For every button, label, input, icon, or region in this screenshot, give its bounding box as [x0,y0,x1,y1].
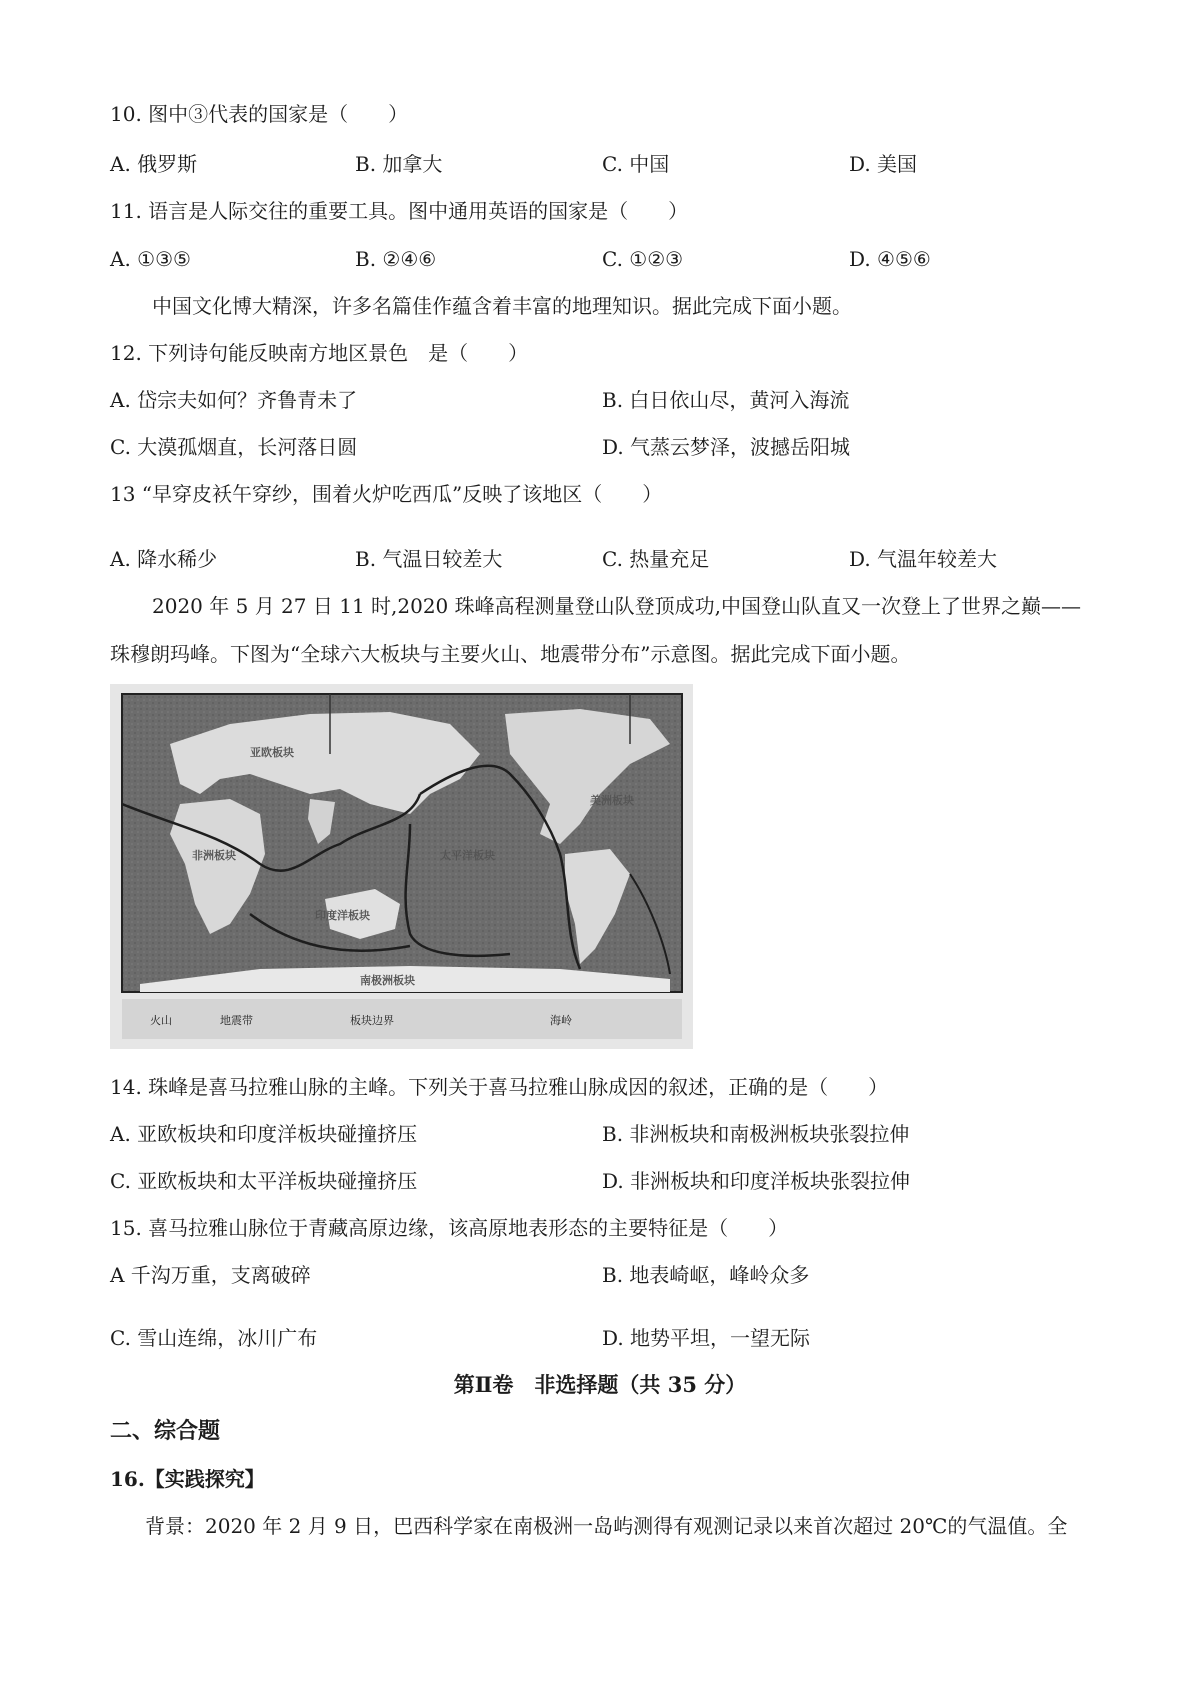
section-2-title: 第Ⅱ卷 非选择题（共 35 分） [453,1372,747,1397]
map-legend-bar [122,999,682,1039]
q12-option-a: A. 岱宗夫如何？齐鲁青未了 [110,388,358,412]
q15-option-d: D. 地势平坦，一望无际 [602,1326,811,1350]
q13-option-d: D. 气温年较差大 [849,547,998,571]
q10-option-b: B. 加拿大 [355,152,443,176]
intro-everest-line-2: 珠穆朗玛峰。下图为“全球六大板块与主要火山、地震带分布”示意图。据此完成下面小题。 [110,642,911,666]
intro-everest-line-1: 2020 年 5 月 27 日 11 时,2020 珠峰高程测量登山队登顶成功,中国登山队直又一次登上了世界之巅—— [152,594,1081,618]
q12-option-d: D. 气蒸云梦泽，波撼岳阳城 [602,435,851,459]
q13-option-c: C. 热量充足 [602,547,710,571]
q12-option-c: C. 大漠孤烟直，长河落日圆 [110,435,358,459]
q11-option-d: D. ④⑤⑥ [849,247,931,271]
legend-earthquake-belt: 地震带 [220,1014,253,1027]
q14-option-d: D. 非洲板块和印度洋板块张裂拉伸 [602,1169,911,1193]
intro-culture-paragraph: 中国文化博大精深，许多名篇佳作蕴含着丰富的地理知识。据此完成下面小题。 [152,294,852,318]
q15-option-b: B. 地表崎岖，峰岭众多 [602,1263,810,1287]
q10-option-d: D. 美国 [849,152,918,176]
plate-label-eurasia: 亚欧板块 [250,746,294,759]
q15-option-c: C. 雪山连绵，冰川广布 [110,1326,318,1350]
q11-option-b: B. ②④⑥ [355,247,437,271]
q15-option-a: A 千沟万重，支离破碎 [110,1263,311,1287]
q10-option-c: C. 中国 [602,152,670,176]
legend-volcano: 火山 [150,1014,172,1027]
question-12-stem: 12. 下列诗句能反映南方地区景色 是（ ） [110,341,529,365]
q11-option-c: C. ①②③ [602,247,684,271]
question-15-stem: 15. 喜马拉雅山脉位于青藏高原边缘，该高原地表形态的主要特征是（ ） [110,1216,789,1240]
question-11-stem: 11. 语言是人际交往的重要工具。图中通用英语的国家是（ ） [110,199,689,223]
question-13-stem: 13 “早穿皮袄午穿纱，围着火炉吃西瓜”反映了该地区（ ） [110,482,663,506]
q14-option-a: A. 亚欧板块和印度洋板块碰撞挤压 [110,1122,418,1146]
plate-label-indian-ocean: 印度洋板块 [315,909,370,922]
question-16-label: 16.【实践探究】 [110,1467,265,1491]
plate-tectonics-map [110,684,693,1049]
q14-option-c: C. 亚欧板块和太平洋板块碰撞挤压 [110,1169,418,1193]
q12-option-b: B. 白日依山尽，黄河入海流 [602,388,850,412]
section-2-heading: 二、综合题 [110,1418,221,1444]
legend-plate-boundary: 板块边界 [350,1014,394,1027]
q11-option-a: A. ①③⑤ [110,247,191,271]
legend-ridge: 海岭 [550,1014,572,1027]
q13-option-a: A. 降水稀少 [110,547,218,571]
q10-option-a: A. 俄罗斯 [110,152,198,176]
plate-label-pacific: 太平洋板块 [440,849,495,862]
plate-label-africa: 非洲板块 [192,849,236,862]
plate-label-antarctica: 南极洲板块 [360,974,415,987]
question-10-stem: 10. 图中③代表的国家是（ ） [110,102,409,126]
q13-option-b: B. 气温日较差大 [355,547,503,571]
q14-option-b: B. 非洲板块和南极洲板块张裂拉伸 [602,1122,910,1146]
question-16-background: 背景：2020 年 2 月 9 日，巴西科学家在南极洲一岛屿测得有观测记录以来首次超过 20℃的气温值。全 [145,1514,1068,1538]
plate-label-americas: 美洲板块 [590,794,634,807]
question-14-stem: 14. 珠峰是喜马拉雅山脉的主峰。下列关于喜马拉雅山脉成因的叙述，正确的是（ ） [110,1075,889,1099]
